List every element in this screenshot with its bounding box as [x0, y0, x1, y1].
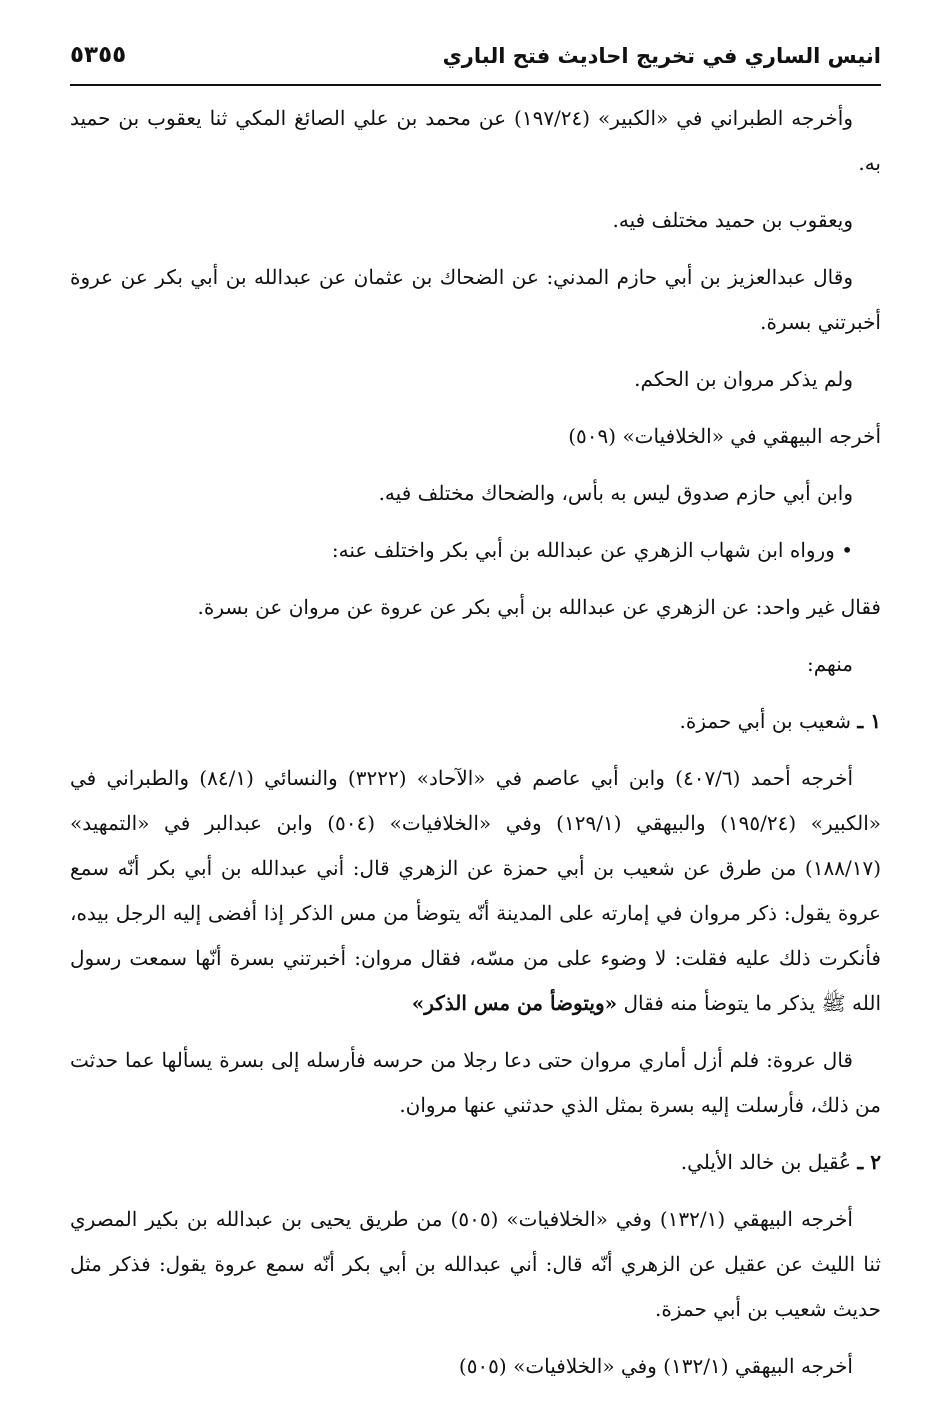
item-number: ٢ ـ	[857, 1150, 881, 1174]
numbered-item-heading	[70, 699, 881, 744]
bullet-paragraph: • ورواه ابن شهاب الزهري عن عبدالله بن أبي بكر واختلف عنه:	[331, 538, 853, 562]
hadith-quote: «ويتوضأ من مس الذكر»	[411, 991, 618, 1015]
paragraph: ويعقوب بن حميد مختلف فيه.	[612, 208, 853, 232]
paragraph-text: أخرجه أحمد (٤٠٧/٦) وابن أبي عاصم في «الآحاد» (٣٢٢٢) والنسائي (٨٤/١) والطبراني في «الكبير» (١٩٥/٢٤) والبيهقي (١٢٩/١) وفي «الخلافيات» (٥٠٤) وابن عبدالبر في «التمهيد» (١٨٨/١٧) من طرق عن شعيب بن أبي حمزة عن الزهري قال: أني عبدالله بن أبي بكر أنّه سمع عروة يقول: ذكر مروان في إمارته على المدينة أنّه يتوضأ من مس الذكر إذا أفضى إليه الرجل بيده، فأنكرت ذلك عليه فقلت: لا وضوء على من مسّه، فقال مروان: أخبرتني بسرة أنّها سمعت رسول الله ﷺ يذكر ما يتوضأ منه فقال	[70, 766, 881, 1015]
paragraph: ولم يذكر مروان بن الحكم.	[634, 367, 853, 391]
paragraph: وقال عبدالعزيز بن أبي حازم المدني: عن الضحاك بن عثمان عن عبدالله بن أبي بكر عن عروة أخبرتني بسرة.	[70, 265, 881, 334]
header-divider	[70, 84, 881, 86]
page-body	[70, 96, 881, 1401]
paragraph: أخرجه البيهقي (١٣٢/١) وفي «الخلافيات» (٥٠٥)	[458, 1354, 853, 1378]
running-header	[70, 40, 881, 84]
paragraph: أخرجه البيهقي في «الخلافيات» (٥٠٩)	[568, 424, 881, 448]
paragraph	[70, 756, 881, 1026]
page-number: ٥٣٥٥	[70, 42, 127, 68]
item-number: ١ ـ	[857, 709, 881, 733]
numbered-item-heading	[70, 1140, 881, 1185]
paragraph: فقال غير واحد: عن الزهري عن عبدالله بن أبي بكر عن عروة عن مروان عن بسرة.	[197, 595, 881, 619]
narrator-name: عُقيل بن خالد الأيلي.	[680, 1150, 852, 1174]
paragraph: وابن أبي حازم صدوق ليس به بأس، والضحاك مختلف فيه.	[378, 481, 853, 505]
narrator-name: شعيب بن أبي حمزة.	[679, 709, 852, 733]
paragraph: وأخرجه الطبراني في «الكبير» (١٩٧/٢٤) عن محمد بن علي الصائغ المكي ثنا يعقوب بن حميد به.	[70, 106, 881, 175]
paragraph: أخرجه البيهقي (١٣٢/١) وفي «الخلافيات» (٥٠٥) من طريق يحيى بن عبدالله بن بكير المصري ثنا الليث عن عقيل عن الزهري أنّه قال: أني عبدالله بن أبي بكر أنّه سمع عروة يقول: فذكر مثل حديث شعيب بن أبي حمزة.	[70, 1207, 881, 1321]
paragraph: قال عروة: فلم أزل أماري مروان حتى دعا رجلا من حرسه فأرسله إلى بسرة يسألها عما حدثت من ذلك، فأرسلت إليه بسرة بمثل الذي حدثني عنها مروان.	[70, 1048, 881, 1117]
book-title: انيس الساري في تخريج احاديث فتح الباري	[442, 44, 881, 68]
paragraph: منهم:	[806, 652, 853, 676]
